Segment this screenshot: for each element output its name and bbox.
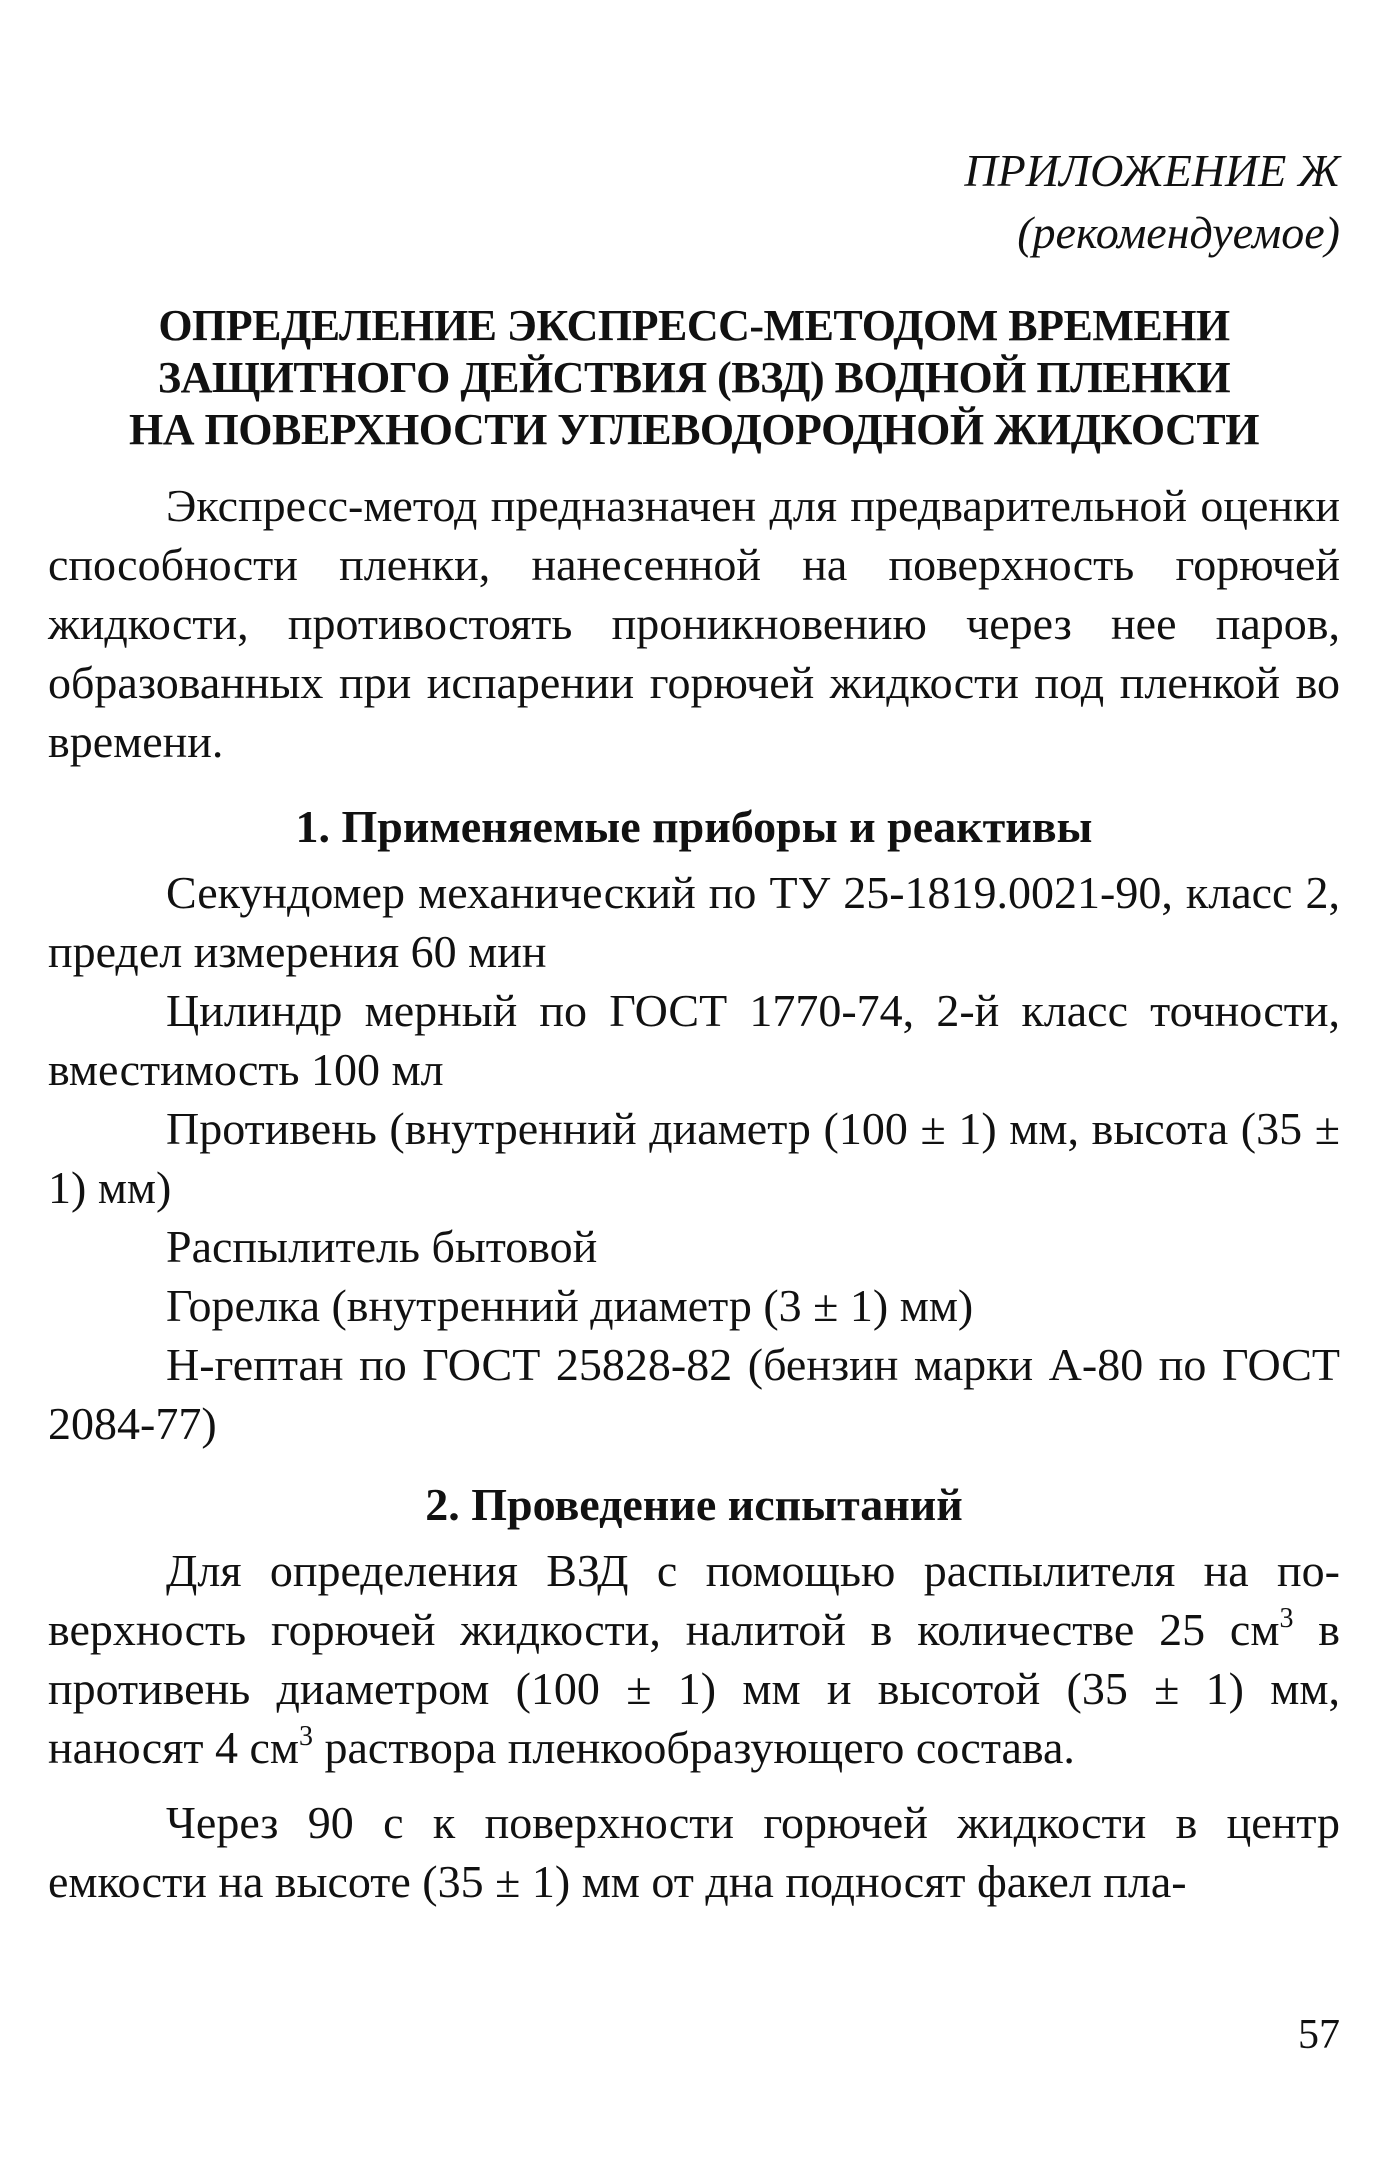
document-page [48,140,1340,1911]
procedure-text-part-2: в противень диаметром (100 ± 1) мм и высотой (35 ± 1) мм, наносят 4 см [48,1604,1340,1773]
section-2-heading: 2. Проведение испытаний [425,1479,963,1530]
superscript-3: 3 [299,1721,314,1752]
procedure-paragraph-2: Через 90 с к поверхности горючей жидкости в центр емкости на высоте (35 ± 1) мм от дна подносят факел пла- [48,1797,1340,1907]
equipment-list [48,863,1340,1453]
equipment-item-stopwatch: Секундомер механический по ТУ 25-1819.0021-90, класс 2, предел измерения 60 мин [48,867,1340,977]
equipment-item-heptane: Н-гептан по ГОСТ 25828-82 (бензин марки А-80 по ГОСТ 2084-77) [48,1339,1340,1449]
intro-paragraph: Экспресс-метод предназначен для предварительной оценки способности пленки, нанесенной на поверхность горючей жидкости, противостоять проникновению через нее паров, образованных при испарении горючей жидкости под пленкой во времени. [48,480,1340,767]
page-number: 57 [1298,2012,1340,2058]
equipment-item-cylinder: Цилиндр мерный по ГОСТ 1770-74, 2-й класс точности, вместимость 100 мл [48,985,1340,1095]
procedure-text-part-3: раствора пленкообразующего состава. [313,1722,1075,1773]
document-title [48,300,1340,456]
title-line-1: ОПРЕДЕЛЕНИЕ ЭКСПРЕСС-МЕТОДОМ ВРЕМЕНИ [158,301,1230,350]
procedure-text-part-1: Для определения ВЗД с помощью распылителя на поверхность горючей жидкости, налитой в количестве 25 см [48,1545,1340,1655]
title-line-3: НА ПОВЕРХНОСТИ УГЛЕВОДОРОДНОЙ ЖИДКОСТИ [129,405,1259,454]
title-line-2: ЗАЩИТНОГО ДЕЙСТВИЯ (ВЗД) ВОДНОЙ ПЛЕНКИ [157,353,1231,402]
superscript-3: 3 [1279,1603,1294,1634]
appendix-header [48,140,1340,264]
appendix-status: (рекомендуемое) [1017,207,1340,258]
equipment-item-burner: Горелка (внутренний диаметр (3 ± 1) мм) [166,1280,974,1331]
equipment-item-tray: Противень (внутренний диаметр (100 ± 1) мм, высота (35 ± 1) мм) [48,1103,1340,1213]
procedure-paragraph-1 [48,1541,1340,1777]
equipment-item-sprayer: Распылитель бытовой [166,1221,598,1272]
appendix-label: ПРИЛОЖЕНИЕ Ж [964,145,1340,196]
section-1-heading: 1. Применяемые приборы и реактивы [295,801,1093,852]
